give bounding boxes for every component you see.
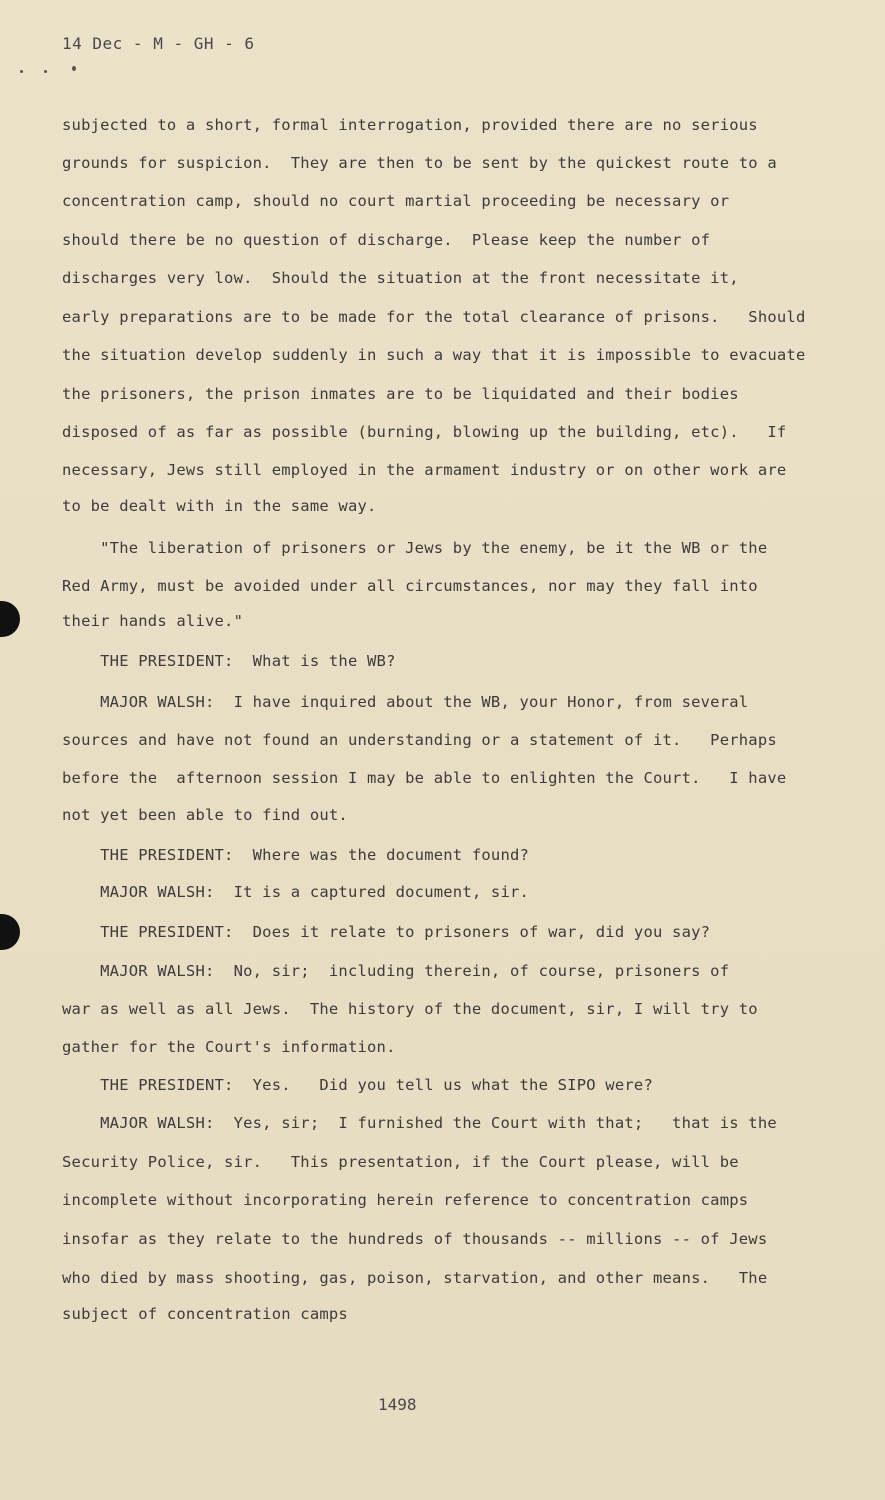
text-line: THE PRESIDENT: What is the WB? xyxy=(62,652,396,670)
text-line: the prisoners, the prison inmates are to be liquidated and their bodies xyxy=(62,385,739,403)
ink-speck xyxy=(44,70,47,73)
page-header: 14 Dec - M - GH - 6 xyxy=(62,34,255,53)
text-line: insofar as they relate to the hundreds of thousands -- millions -- of Jews xyxy=(62,1230,768,1248)
text-line: MAJOR WALSH: I have inquired about the WB, your Honor, from several xyxy=(62,693,749,711)
text-line: grounds for suspicion. They are then to be sent by the quickest route to a xyxy=(62,154,777,172)
punch-hole-bottom xyxy=(0,914,20,950)
text-line: to be dealt with in the same way. xyxy=(62,497,377,515)
text-line: subject of concentration camps xyxy=(62,1305,348,1323)
text-line: necessary, Jews still employed in the armament industry or on other work are xyxy=(62,461,787,479)
text-line: before the afternoon session I may be able to enlighten the Court. I have xyxy=(62,769,787,787)
text-line: their hands alive." xyxy=(62,612,244,630)
page-number: 1498 xyxy=(378,1395,417,1414)
punch-hole-top xyxy=(0,601,20,637)
text-line: MAJOR WALSH: Yes, sir; I furnished the Court with that; that is the xyxy=(62,1114,777,1132)
text-line: subjected to a short, formal interrogation, provided there are no serious xyxy=(62,116,758,134)
ink-speck xyxy=(72,66,76,71)
text-line: the situation develop suddenly in such a way that it is impossible to evacuate xyxy=(62,346,806,364)
text-line: Security Police, sir. This presentation, if the Court please, will be xyxy=(62,1153,739,1171)
text-line: THE PRESIDENT: Does it relate to prisoners of war, did you say? xyxy=(62,923,711,941)
text-line: THE PRESIDENT: Where was the document found? xyxy=(62,846,530,864)
text-line: should there be no question of discharge. Please keep the number of xyxy=(62,231,711,249)
ink-speck xyxy=(20,70,23,73)
text-line: MAJOR WALSH: No, sir; including therein, of course, prisoners of xyxy=(62,962,730,980)
text-line: incomplete without incorporating herein reference to concentration camps xyxy=(62,1191,749,1209)
text-line: sources and have not found an understanding or a statement of it. Perhaps xyxy=(62,731,777,749)
text-line: who died by mass shooting, gas, poison, starvation, and other means. The xyxy=(62,1269,768,1287)
text-line: discharges very low. Should the situation at the front necessitate it, xyxy=(62,269,739,287)
text-line: "The liberation of prisoners or Jews by the enemy, be it the WB or the xyxy=(62,539,768,557)
text-line: not yet been able to find out. xyxy=(62,806,348,824)
text-line: concentration camp, should no court martial proceeding be necessary or xyxy=(62,192,730,210)
text-line: Red Army, must be avoided under all circumstances, nor may they fall into xyxy=(62,577,758,595)
text-line: MAJOR WALSH: It is a captured document, sir. xyxy=(62,883,530,901)
text-line: disposed of as far as possible (burning, blowing up the building, etc). If xyxy=(62,423,787,441)
text-line: gather for the Court's information. xyxy=(62,1038,396,1056)
text-line: war as well as all Jews. The history of the document, sir, I will try to xyxy=(62,1000,758,1018)
text-line: early preparations are to be made for the total clearance of prisons. Should xyxy=(62,308,806,326)
text-line: THE PRESIDENT: Yes. Did you tell us what the SIPO were? xyxy=(62,1076,653,1094)
